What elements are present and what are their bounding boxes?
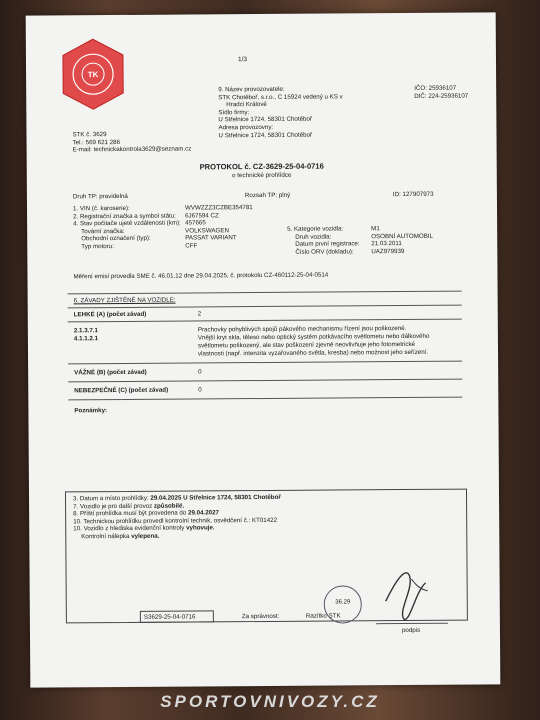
handwritten-signature-icon — [375, 561, 435, 623]
operator-line: 9. Název provozovatele: — [218, 85, 285, 94]
protocol-id: ID: 127907973 — [392, 190, 434, 199]
signature-line — [376, 623, 448, 625]
divider — [68, 319, 462, 323]
logo-text: TK — [87, 70, 99, 80]
light-defects-count: 2 — [197, 310, 202, 318]
emissions-line: Měření emisí provedla SME č. 46.01.12 dne 29.04.2025, č. protokolu CZ-460112-25-04-0514 — [73, 271, 329, 281]
ico: IČO: 25936107 — [414, 84, 457, 92]
make-value: VOLKSWAGEN — [185, 227, 229, 235]
notes-label: Poznámky: — [74, 407, 108, 415]
page-number: 1/3 — [237, 56, 248, 64]
defect-text: vlastnosti (např. intenzita vyzařovaného světla, kresba) nebo možnost jeho seřízení. — [198, 348, 429, 358]
code-box — [140, 610, 214, 623]
protocol-document — [26, 12, 501, 687]
summary-lines — [73, 494, 281, 541]
defect-code: 2.1.3.7.1 — [73, 327, 98, 335]
dangerous-defects-count: 0 — [198, 386, 202, 394]
stk-number: STK č. 3629 — [72, 131, 107, 139]
divider — [68, 397, 462, 401]
operator-line: Adresa provozovny: — [218, 123, 274, 132]
serious-defects-count: 0 — [198, 368, 202, 376]
model-row: Obchodní označení (typ): PASSAT VARIANT — [81, 234, 237, 243]
orv-row: Číslo ORV (dokladu): UAZ979939 — [295, 247, 405, 256]
engine-value: CFF — [185, 242, 198, 250]
operator-line: STK Chotěboř, s.r.o., C 15924 vedený u KS v — [218, 93, 343, 101]
divider — [68, 361, 462, 365]
operator-line: Hradci Králové — [226, 101, 267, 109]
engine-row: Typ motoru: CFF — [81, 242, 198, 251]
make-row: Tovární značka: VOLKSWAGEN — [81, 227, 229, 236]
inspection-date-line: 3. Datum a místo prohlídky: 29.04.2025 U Střelnice 1724, 58301 Chotěboř — [73, 493, 281, 503]
rozsah-tp: Rozsah TP: plný — [244, 191, 291, 200]
defect-text: Prachovky pohyblivých spojů pákového mechanismu řízení jsou poškozené. — [197, 324, 407, 334]
defects-heading: 6. ZÁVADY ZJIŠTĚNÉ NA VOZIDLE: — [73, 296, 176, 305]
protocol-subtitle: o technické prohlídce — [231, 171, 292, 180]
odometer-row: 4. Stav počitače ujeté vzdálenosti (km): 457665 — [73, 219, 206, 228]
category-row: 5. Kategorie vozidla: M1 — [287, 225, 380, 233]
serious-defects-label: VÁŽNÉ (B) (počet závad) — [74, 368, 147, 377]
operator-line: U Střelnice 1724, 58301 Chotěboř — [218, 116, 312, 124]
registration-row: 2. Registrační značka a symbol státu: 6J67594 CZ — [73, 211, 219, 220]
protocol-code: S3629-25-04-0716 — [143, 613, 196, 621]
odometer-value: 457665 — [185, 219, 206, 227]
roadworthy-line: 7. Vozidlo je pro další provoz způsobilé. — [73, 502, 185, 510]
operator-ids — [414, 85, 468, 101]
operator-line: Sídlo firmy: — [218, 108, 250, 117]
next-inspection-line: 8. Příští prohlídka musí být provedena do 29.04.2027 — [73, 509, 220, 518]
stamp-number: 36.29 — [335, 599, 351, 606]
light-defects-label: LEHKÉ (A) (počet závad) — [73, 310, 147, 319]
protocol-title: PROTOKOL č. CZ-3629-25-04-0716 — [199, 161, 324, 172]
za-spravnost-label: Za správnost: — [241, 612, 280, 621]
sticker-line: Kontrolní nálepka vylepena. — [81, 532, 160, 541]
divider — [68, 305, 462, 309]
technician-line: 10. Technickou prohlídku provedl kontrolní technik, osvědčení č.: KT01422 — [73, 516, 278, 526]
vehicle-info-right — [287, 225, 433, 256]
vin-value: WVWZZZ3CZBE354781 — [184, 204, 253, 212]
druh-tp: Druh TP: pravidelná — [72, 192, 128, 201]
signature-label: podpis — [401, 626, 421, 635]
registration-value: 6J67594 CZ — [185, 211, 219, 220]
station-info — [72, 130, 191, 154]
defect-text: Vnější kryt skla, těleso nebo optický systém potkávacího světlometu nebo dálkového — [197, 332, 430, 342]
stk-logo-icon — [56, 37, 131, 112]
station-email: E-mail: technickakontrola3629@seznam.cz — [72, 145, 192, 154]
operator-line: U Střelnice 1724, 58301 Chotěboř — [218, 131, 313, 139]
watermark: SPORTOVNIVOZY.CZ — [160, 692, 380, 711]
divider — [68, 291, 462, 295]
station-phone: Tel.: 569 621 286 — [72, 138, 121, 146]
model-value: PASSAT VARIANT — [185, 234, 237, 242]
divider — [68, 379, 462, 383]
operator-info — [218, 85, 343, 139]
dangerous-defects-label: NEBEZPEČNÉ (C) (počet závad) — [74, 386, 169, 395]
first-registration-row: Datum první registrace: 21.03.2011 — [295, 240, 402, 248]
stamp-label: Razítko STK — [305, 612, 341, 620]
vehicle-type-row: Druh vozidla: OSOBNÍ AUTOMOBIL — [295, 232, 434, 241]
dic: DIČ: 224-25936107 — [414, 92, 469, 100]
vin-row: 1. VIN (č. karoserie): WVWZZZ3CZBE354781 — [72, 204, 253, 213]
defect-text: světlometu poškozený, ale stav poškození zjevně neovlivňuje jeho fotometrické — [197, 340, 416, 350]
defect-code: 4.1.1.2.1 — [73, 335, 99, 343]
vehicle-info-left — [73, 204, 253, 251]
evidence-check-line: 10. Vozidlo z hlediska evidenční kontroly vyhovuje. — [73, 524, 215, 533]
